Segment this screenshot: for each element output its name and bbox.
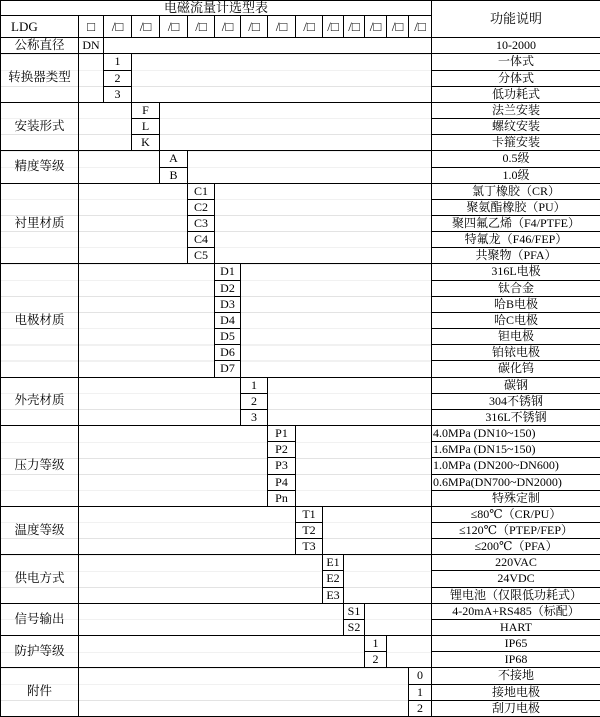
code-cell: C4 (188, 232, 215, 248)
function-desc: 分体式 (432, 70, 600, 86)
code-cell: E2 (323, 571, 344, 587)
table-row (1, 426, 600, 442)
spacer-cell (188, 151, 432, 183)
spacer-cell (365, 603, 432, 635)
spacer-cell (104, 38, 432, 54)
code-cell: D1 (215, 264, 241, 280)
page-title: 电磁流量计选型表 (1, 1, 432, 16)
function-desc: 不接地 (432, 668, 600, 684)
model-slot-box: /□ (323, 16, 344, 38)
code-cell: L (132, 119, 160, 135)
function-desc: 法兰安装 (432, 102, 600, 118)
table-row (1, 377, 600, 393)
function-desc: 铂铱电极 (432, 345, 600, 361)
spacer-cell (79, 603, 344, 635)
code-cell: 2 (104, 70, 132, 86)
function-desc: 钽电极 (432, 329, 600, 345)
code-cell: D7 (215, 361, 241, 377)
spacer-cell (79, 102, 132, 150)
code-cell: F (132, 102, 160, 118)
code-cell: P1 (268, 426, 296, 442)
code-cell: 1 (409, 684, 432, 700)
function-desc: 220VAC (432, 555, 600, 571)
spacer-cell (79, 426, 268, 507)
code-cell: D4 (215, 312, 241, 328)
code-cell: 1 (365, 636, 387, 652)
function-desc: 低功耗式 (432, 86, 600, 102)
spacer-cell (323, 506, 432, 554)
table-row (1, 603, 600, 619)
function-desc: 接地电极 (432, 684, 600, 700)
function-desc: 316L不锈钢 (432, 409, 600, 425)
code-cell: DN (79, 38, 104, 54)
function-desc: 刮刀电极 (432, 700, 600, 716)
spacer-cell (241, 264, 432, 377)
category-label: 外壳材质 (1, 377, 79, 425)
code-cell: E3 (323, 587, 344, 603)
code-cell: 2 (409, 700, 432, 716)
code-cell: P3 (268, 458, 296, 474)
code-cell: D3 (215, 296, 241, 312)
model-slot-box: /□ (241, 16, 268, 38)
spacer-cell (79, 377, 241, 425)
function-desc: 聚四氟乙烯（F4/PTFE） (432, 216, 600, 232)
table-row (1, 555, 600, 571)
spacer-cell (79, 555, 323, 603)
function-desc: 4.0MPa (DN10~150) (432, 426, 600, 442)
spacer-cell (79, 636, 365, 668)
function-desc: 0.6MPa(DN700~DN2000) (432, 474, 600, 490)
model-prefix: LDG (1, 16, 79, 38)
table-row (1, 506, 600, 522)
function-desc: IP68 (432, 652, 600, 668)
model-slot-box: /□ (409, 16, 432, 38)
category-label: 防护等级 (1, 636, 79, 668)
category-label: 转换器类型 (1, 54, 79, 102)
code-cell: C1 (188, 183, 215, 199)
model-slot-box: /□ (215, 16, 241, 38)
function-desc: 1.0级 (432, 167, 600, 183)
spacer-cell (79, 264, 215, 377)
code-cell: 2 (365, 652, 387, 668)
spacer-cell (79, 506, 296, 554)
function-desc: 碳钢 (432, 377, 600, 393)
title-row (1, 1, 600, 16)
code-cell: D2 (215, 280, 241, 296)
function-desc: 4-20mA+RS485（标配） (432, 603, 600, 619)
category-label: 安装形式 (1, 102, 79, 150)
code-cell: C3 (188, 216, 215, 232)
code-cell: K (132, 135, 160, 151)
spacer-cell (344, 555, 432, 603)
category-label: 信号输出 (1, 603, 79, 635)
code-cell: 1 (241, 377, 268, 393)
spacer-cell (79, 151, 160, 183)
model-lead-box: □ (79, 16, 104, 38)
function-desc: 304不锈钢 (432, 393, 600, 409)
code-cell: 2 (241, 393, 268, 409)
code-cell: A (160, 151, 188, 167)
function-desc: IP65 (432, 636, 600, 652)
code-cell: D6 (215, 345, 241, 361)
function-desc: 特氟龙（F46/FEP） (432, 232, 600, 248)
code-cell: 1 (104, 54, 132, 70)
table-row (1, 38, 600, 54)
function-desc: 哈B电极 (432, 296, 600, 312)
table-row (1, 264, 600, 280)
function-desc: 1.6MPa (DN15~150) (432, 442, 600, 458)
function-desc: 螺纹安装 (432, 119, 600, 135)
function-desc: 0.5级 (432, 151, 600, 167)
code-cell: P2 (268, 442, 296, 458)
function-desc: 24VDC (432, 571, 600, 587)
code-cell: 3 (241, 409, 268, 425)
function-desc: ≤200℃（PFA） (432, 539, 600, 555)
code-cell: C5 (188, 248, 215, 264)
spacer-cell (387, 636, 432, 668)
code-cell: S2 (344, 619, 365, 635)
code-cell: E1 (323, 555, 344, 571)
category-label: 温度等级 (1, 506, 79, 554)
table-row (1, 668, 600, 684)
function-desc: 聚氨酯橡胶（PU） (432, 199, 600, 215)
category-label: 压力等级 (1, 426, 79, 507)
function-desc: 一体式 (432, 54, 600, 70)
spacer-cell (268, 377, 432, 425)
function-desc: 哈C电极 (432, 312, 600, 328)
table-row (1, 54, 600, 70)
spacer-cell (296, 426, 432, 507)
function-desc: 10-2000 (432, 38, 600, 54)
table-row (1, 102, 600, 118)
spacer-cell (132, 54, 432, 102)
function-desc: 特殊定制 (432, 490, 600, 506)
model-slot-box: /□ (160, 16, 188, 38)
code-cell: T2 (296, 522, 323, 538)
function-desc: 316L电极 (432, 264, 600, 280)
category-label: 衬里材质 (1, 183, 79, 264)
category-label: 公称直径 (1, 38, 79, 54)
model-slot-box: /□ (296, 16, 323, 38)
function-desc: 卡箍安装 (432, 135, 600, 151)
model-slot-box: /□ (365, 16, 387, 38)
function-desc: 锂电池（仅限低功耗式） (432, 587, 600, 603)
spacer-cell (79, 668, 409, 716)
table-row (1, 151, 600, 167)
category-label: 电极材质 (1, 264, 79, 377)
code-cell: 3 (104, 86, 132, 102)
function-desc: 氯丁橡胶（CR） (432, 183, 600, 199)
model-slot-box: /□ (188, 16, 215, 38)
code-cell: B (160, 167, 188, 183)
code-cell: P4 (268, 474, 296, 490)
code-cell: T1 (296, 506, 323, 522)
function-desc: 钛合金 (432, 280, 600, 296)
category-label: 精度等级 (1, 151, 79, 183)
table-row (1, 636, 600, 652)
code-cell: D5 (215, 329, 241, 345)
function-desc: ≤80℃（CR/PU） (432, 506, 600, 522)
spacer-cell (79, 183, 188, 264)
category-label: 附件 (1, 668, 79, 716)
code-cell: T3 (296, 539, 323, 555)
model-slot-box: /□ (132, 16, 160, 38)
function-desc: HART (432, 619, 600, 635)
spacer-cell (215, 183, 432, 264)
spacer-cell (160, 102, 432, 150)
function-desc: 共聚物（PFA） (432, 248, 600, 264)
model-slot-box: /□ (268, 16, 296, 38)
code-cell: 0 (409, 668, 432, 684)
function-desc: ≤120℃（PTEP/FEP） (432, 522, 600, 538)
code-cell: C2 (188, 199, 215, 215)
function-desc: 1.0MPa (DN200~DN600) (432, 458, 600, 474)
code-cell: S1 (344, 603, 365, 619)
model-slot-box: /□ (104, 16, 132, 38)
table-row (1, 183, 600, 199)
model-slot-box: /□ (387, 16, 409, 38)
model-slot-box: /□ (344, 16, 365, 38)
spacer-cell (79, 54, 104, 102)
function-desc: 碳化钨 (432, 361, 600, 377)
code-cell: Pn (268, 490, 296, 506)
function-column-header: 功能说明 (432, 1, 600, 38)
category-label: 供电方式 (1, 555, 79, 603)
